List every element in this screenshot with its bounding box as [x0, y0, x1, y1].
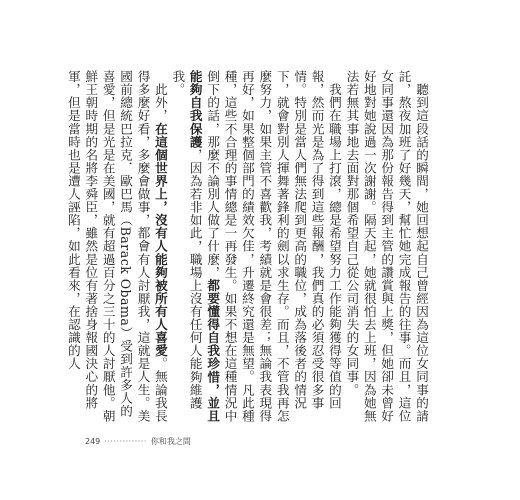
- text-run: ，因為若非如此，職場上沒有任何人能夠維護我。: [170, 70, 203, 410]
- text-run: 聽到這段話的瞬間，她回想起自己曾經因為這位女同事的請託，熬夜加班了好幾天，幫忙她完成報告的往事。而且，這位女同事還因為那份報告得到主管的讚賞與上獎，但她卻未曾好好地對她說過一次謝謝。隔天起，她就很怕去上班，因為她無法若無其事地去面對那個希望自己從公司消失的女同事。: [344, 70, 429, 423]
- paragraph: [169, 70, 343, 425]
- text-run: 此外，: [152, 70, 168, 123]
- bold-text: 都要懂得自我珍惜，並且能夠自我保護: [187, 70, 221, 423]
- page-number: 249: [85, 437, 101, 446]
- page-footer: [85, 436, 191, 447]
- footer-leader: ··············: [104, 437, 147, 446]
- text-run: 我們在職場上打滾，總是希望努力工作能夠獲得等值的回報，然而光是為了得到這些報酬，我們真的必須忍受很多事情。特別是當人們無法爬到更高的職位，成為落後者的情況下，就會對別人揮舞著鋒利的劍以求生存。而且，不管我再怎麼努力，如果主管不喜歡我，考績就是會很差；無論我表現得再好，如果整個部門的績效欠佳，升遷終究還是無望。凡此種種，這些不合理的事情總是一再發生。如果不想在這種情況中倒下的話，那麼不論別人做了什麼，: [205, 70, 342, 423]
- paragraph: [64, 70, 168, 425]
- body-text: [65, 70, 430, 425]
- bold-text: 在這個世界上，沒有人能夠被所有人喜愛: [152, 122, 168, 358]
- paragraph: [343, 70, 430, 425]
- text-run: 。無論我長得多麼好看，多麼會做事，都會有人討厭我，這就是人生。美國前總統巴拉克．歐巴馬（Barack Obama）受到許多人的喜愛，但是光是在美國，就有超過百分之三十的人討厭他。朝鮮王朝時期的名將李舜臣，雖然是位有著捨身報國決心的將軍，但是當時也是遭人誣陷，如此看來，在認識的人: [65, 70, 168, 423]
- book-title: 你和我之間: [150, 437, 191, 446]
